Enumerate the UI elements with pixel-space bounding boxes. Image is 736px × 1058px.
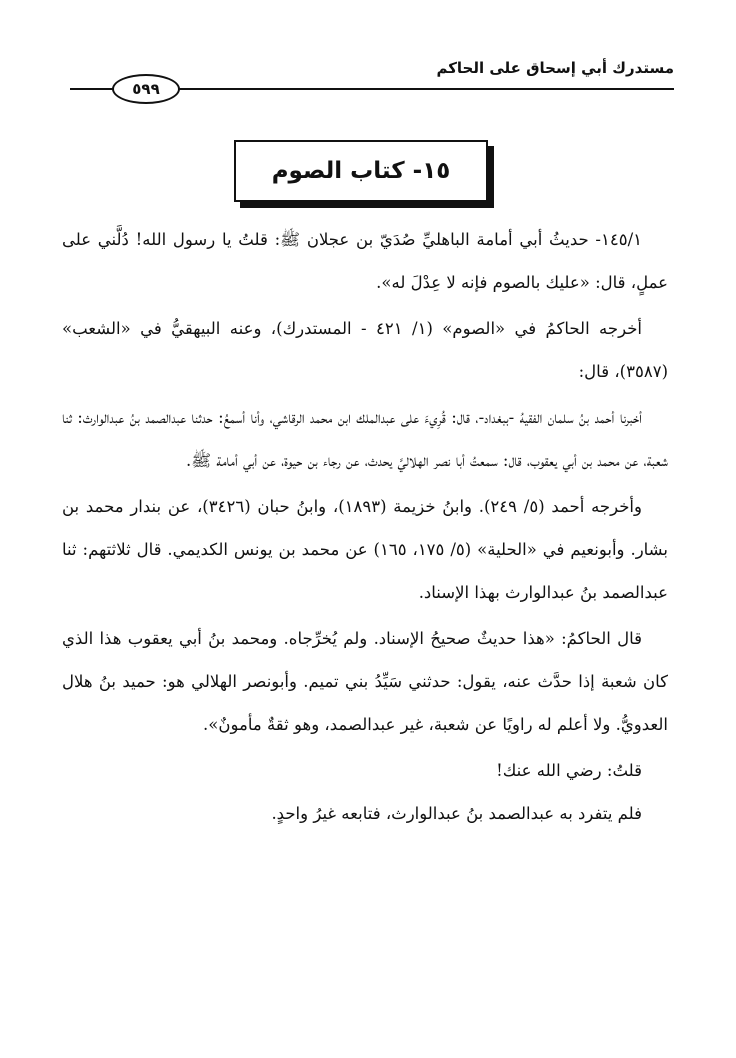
paragraph-isnad: أخبرنا أحمد بنُ سلمان الفقيهُ -ببغداد-، قال: قُرِيءَ على عبدالملك ابن محمد الرقاشي، وأنا أسمعُ: حدثنا عبدالصمد بنُ عبدالوارث: ثنا شعبة، عن محمد بن أبي يعقوب، قال: سمعتُ أبا نصر الهلاليَّ يحدث، عن رجاء بن حيوة، عن أبي أمامة ﷺ. [62, 408, 668, 470]
paragraph-hakim-quote: قال الحاكمُ: «هذا حديثٌ صحيحُ الإسناد. ولم يُخرِّجاه. ومحمد بنُ أبي يعقوب هذا الذي كان شعبة إذا حدَّث عنه، يقول: حدثني سَيِّدُ بني تميم. وأبونصر الهلالي هو: حميد بنُ هلال العدويُّ. ولا أعلم له راويًا عن شعبة، غير عبدالصمد، وهو ثقةٌ مأمونٌ». [62, 629, 669, 734]
running-title: مستدرك أبي إسحاق على الحاكم [436, 59, 674, 77]
paragraph-takhrij: أخرجه الحاكمُ في «الصوم» (١/ ٤٢١ - المستدرك)، وعنه البيهقيُّ في «الشعب» (٣٥٨٧)، قال: [62, 319, 668, 381]
chapter-title: ١٥- كتاب الصوم [271, 158, 451, 184]
body-text [62, 218, 668, 838]
paragraph-hadith: ١٤٥/١- حديثُ أبي أمامة الباهليِّ صُدَيّ بن عجلان ﷺ: قلتُ يا رسول الله! دُلَّني على عملٍ، قال: «عليك بالصوم فإنه لا عِدْلَ له». [62, 230, 668, 292]
paragraph-comment: قلتُ: رضي الله عنك! [496, 761, 642, 780]
page-number: ٥٩٩ [112, 74, 180, 104]
chapter-title-box [234, 140, 488, 202]
paragraph-other-sources: وأخرجه أحمد (٥/ ٢٤٩). وابنُ خزيمة (١٨٩٣)، وابنُ حبان (٣٤٢٦)، عن بندار محمد بن بشار. وأبونعيم في «الحلية» (٥/ ١٧٥، ١٦٥) عن محمد بن يونس الكديمي. قال ثلاثتهم: ثنا عبدالصمد بنُ عبدالوارث بهذا الإسناد. [62, 497, 668, 602]
paragraph-conclusion: فلم يتفرد به عبدالصمد بنُ عبدالوارث، فتابعه غيرُ واحدٍ. [271, 804, 642, 823]
